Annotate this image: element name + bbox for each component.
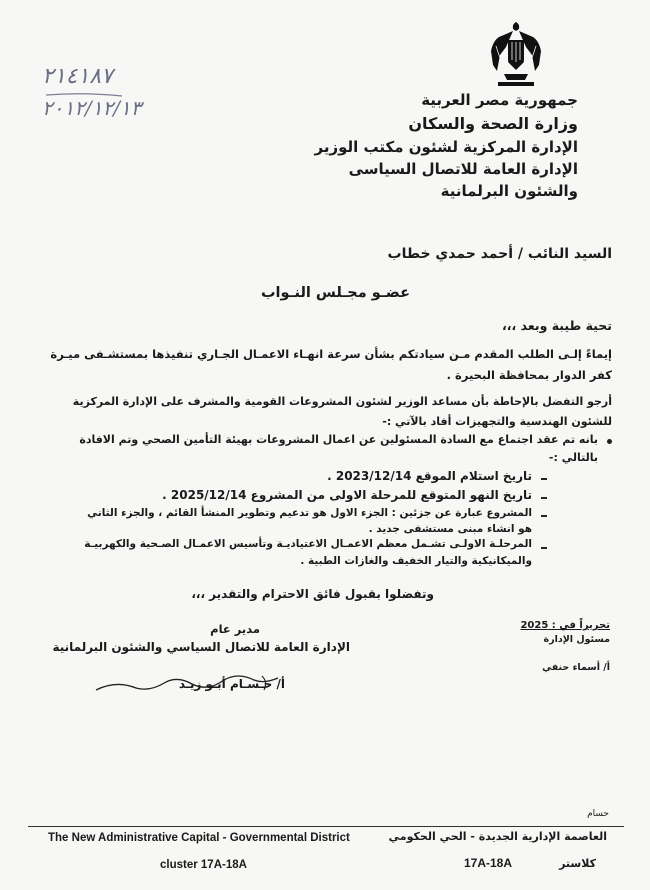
footer-cluster-code: 17A-18A bbox=[464, 856, 513, 870]
staff-name: أ/ أسماء حنفي bbox=[542, 662, 610, 673]
recipient-title: عضـو مجـلس النـواب bbox=[260, 285, 410, 301]
handwritten-ref-date: ٢٠١٢/١٢/١٣ bbox=[42, 96, 142, 120]
footer-cluster-en: cluster 17A-18A bbox=[160, 859, 247, 871]
closing-salutation: وتفضلوا بقبول فائق الاحترام والتقدير ،،، bbox=[191, 587, 434, 601]
header-country: جمهورية مصر العربية bbox=[421, 91, 578, 109]
recipient-name: السيد النائب / أحمد حمدي خطاب bbox=[387, 246, 612, 262]
header-general-admin: الإدارة العامة للاتصال السياسى bbox=[348, 160, 578, 178]
item-expected-completion: تاريخ النهو المتوقع للمرحلة الاولى من المشروع 2025/12/14 . bbox=[162, 488, 532, 502]
footer-divider bbox=[28, 826, 624, 827]
header-central-admin: الإدارة المركزية لشئون مكتب الوزير bbox=[314, 138, 578, 156]
issue-date: تحريراً في : 2025 bbox=[520, 620, 610, 631]
item-handover-date: تاريخ استلام الموقع 2023/12/14 . bbox=[327, 469, 532, 483]
header-ministry: وزارة الصحة والسكان bbox=[408, 114, 578, 133]
handwritten-underline bbox=[44, 92, 124, 98]
paragraph-2-line-1: أرجو التفضل بالإحاطة بأن مساعد الوزير لشئون المشروعات القومية والمشرف على الإدارة المركزية bbox=[72, 395, 612, 408]
bullet-dot bbox=[607, 439, 612, 444]
admin-responsible: مسئول الإدارة bbox=[543, 634, 610, 645]
paragraph-1-line-2: كفر الدوار بمحافظة البحيرة . bbox=[446, 368, 612, 382]
list-dash bbox=[541, 497, 547, 499]
footer-address-en: The New Administrative Capital - Governmental District bbox=[48, 832, 350, 844]
signatory-department: الإدارة العامة للاتصال السياسي والشئون البرلمانية bbox=[52, 640, 350, 654]
eagle-emblem-icon bbox=[488, 18, 544, 92]
header-parliamentary: والشئون البرلمانية bbox=[440, 182, 578, 200]
signatory-name: أ/ حـسـام أبـو زيـد bbox=[178, 677, 285, 691]
item-project-parts-line-1: المشروع عبارة عن جزئين : الجزء الاول هو تدعيم وتطوير المنشأ القائم ، والجزء الثاني bbox=[87, 507, 532, 519]
bullet-line-2: بالتالي :- bbox=[548, 451, 598, 464]
footer-small-word: حسام bbox=[587, 809, 609, 819]
footer-cluster-label-ar: كلاستر bbox=[559, 857, 596, 870]
list-dash bbox=[541, 547, 547, 549]
paragraph-2-line-2: للشئون الهندسية والتجهيزات أفاد بالآتي :- bbox=[382, 415, 612, 428]
item-project-parts-line-2: هو انشاء مبنى مستشفى جديد . bbox=[368, 523, 532, 535]
signatory-position: مدير عام bbox=[210, 622, 260, 636]
paragraph-1-line-1: إيماءً إلـى الطلب المقدم مـن سيادتكم بشأن سرعة انهـاء الاعمـال الجـاري تنفيذها بمستشـفى ميـرة bbox=[50, 347, 612, 361]
item-phase-one-line-1: المرحلـة الاولـى تشـمل معظم الاعمـال الاعتياديـة وتأسيس الاعمـال الصـحية والكهربيـة bbox=[84, 538, 532, 550]
greeting: تحية طيبة وبعد ،،، bbox=[502, 318, 612, 333]
list-dash bbox=[541, 515, 547, 517]
footer-address-ar: العاصمة الإدارية الجديدة - الحي الحكومي bbox=[388, 830, 607, 843]
item-phase-one-line-2: والميكانيكية والتيار الخفيف والغازات الطبية . bbox=[300, 555, 532, 567]
list-dash bbox=[541, 478, 547, 480]
handwritten-ref-number: ٢١٤١٨٧ bbox=[42, 64, 113, 89]
bullet-line-1: بانه تم عقد اجتماع مع السادة المسئولين عن اعمال المشروعات بهيئة التأمين الصحي وتم الافادة bbox=[79, 433, 598, 446]
